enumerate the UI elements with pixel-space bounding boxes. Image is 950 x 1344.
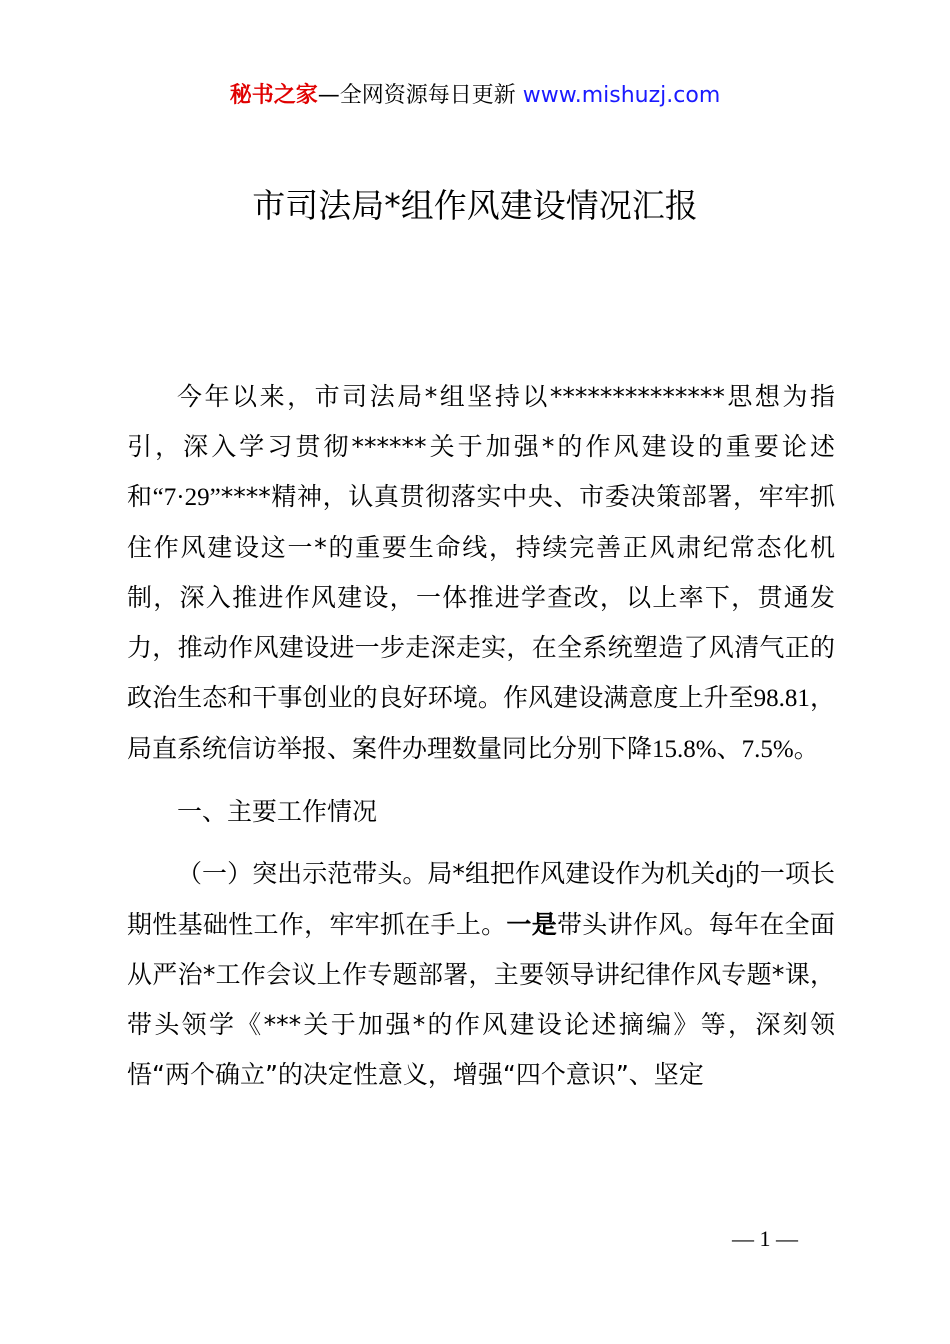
site-url-link[interactable]: www.mishuzj.com (522, 83, 721, 108)
satisfaction-score: 98.81 (753, 685, 810, 712)
intro-text-2: ****精神，认真贯彻落实中央、市委决策部署，牢牢抓住作风建设这一*的重要生命线，持续完善正风肃纪常态化机制，深入推进作风建设，一体推进学查改，以上率下，贯通发力，推动作风建设进一步走深走实，在全系统塑造了风清气正的政治生态和干事创业的良好环境。作风建设满意度上升至 (127, 482, 835, 712)
intro-text-3: ，局直系统信访举报、案件办理数量同比分别下降 (127, 683, 835, 763)
sub-text-2: 的一项长期性基础性工作，牢牢抓在手上。 (127, 859, 835, 939)
decline-rate-2: 7.5% (741, 736, 794, 763)
intro-end-mark: 。 (793, 734, 819, 763)
site-banner (0, 80, 950, 112)
intro-paragraph (127, 372, 835, 775)
banner-tagline: —全网资源每日更新 (317, 83, 516, 108)
sub-text-1: （一）突出示范带头。局*组把作风建设作为机关 (177, 859, 716, 888)
sub-text-3: 带头讲作风。每年在全面从严治*工作会议上作专题部署，主要领导讲纪律作风专题*课，带头领学《***关于加强*的作风建设论述摘编》等，深刻领悟“两个确立”的决定性意义，增强“四个意识”、坚定 (127, 910, 835, 1089)
sub-abbrev: dj (715, 861, 735, 888)
section-heading: 一、主要工作情况 (177, 797, 378, 826)
intro-text-1: 今年以来，市司法局*组坚持以**************思想为指引，深入学习贯彻******关于加强*的作风建设的重要论述和 (127, 382, 835, 511)
page-number: — 1 — (732, 1226, 798, 1251)
intro-date-mark: “7·29” (152, 484, 221, 511)
subsection-paragraph (127, 849, 835, 1100)
sub-bold-lead: 一是 (506, 910, 558, 939)
document-body (127, 372, 835, 1100)
decline-rate-1: 15.8% (652, 736, 717, 763)
intro-separator: 、 (716, 734, 742, 763)
brand-name: 秘书之家 (229, 83, 318, 108)
document-title: 市司法局*组作风建设情况汇报 (252, 186, 698, 225)
